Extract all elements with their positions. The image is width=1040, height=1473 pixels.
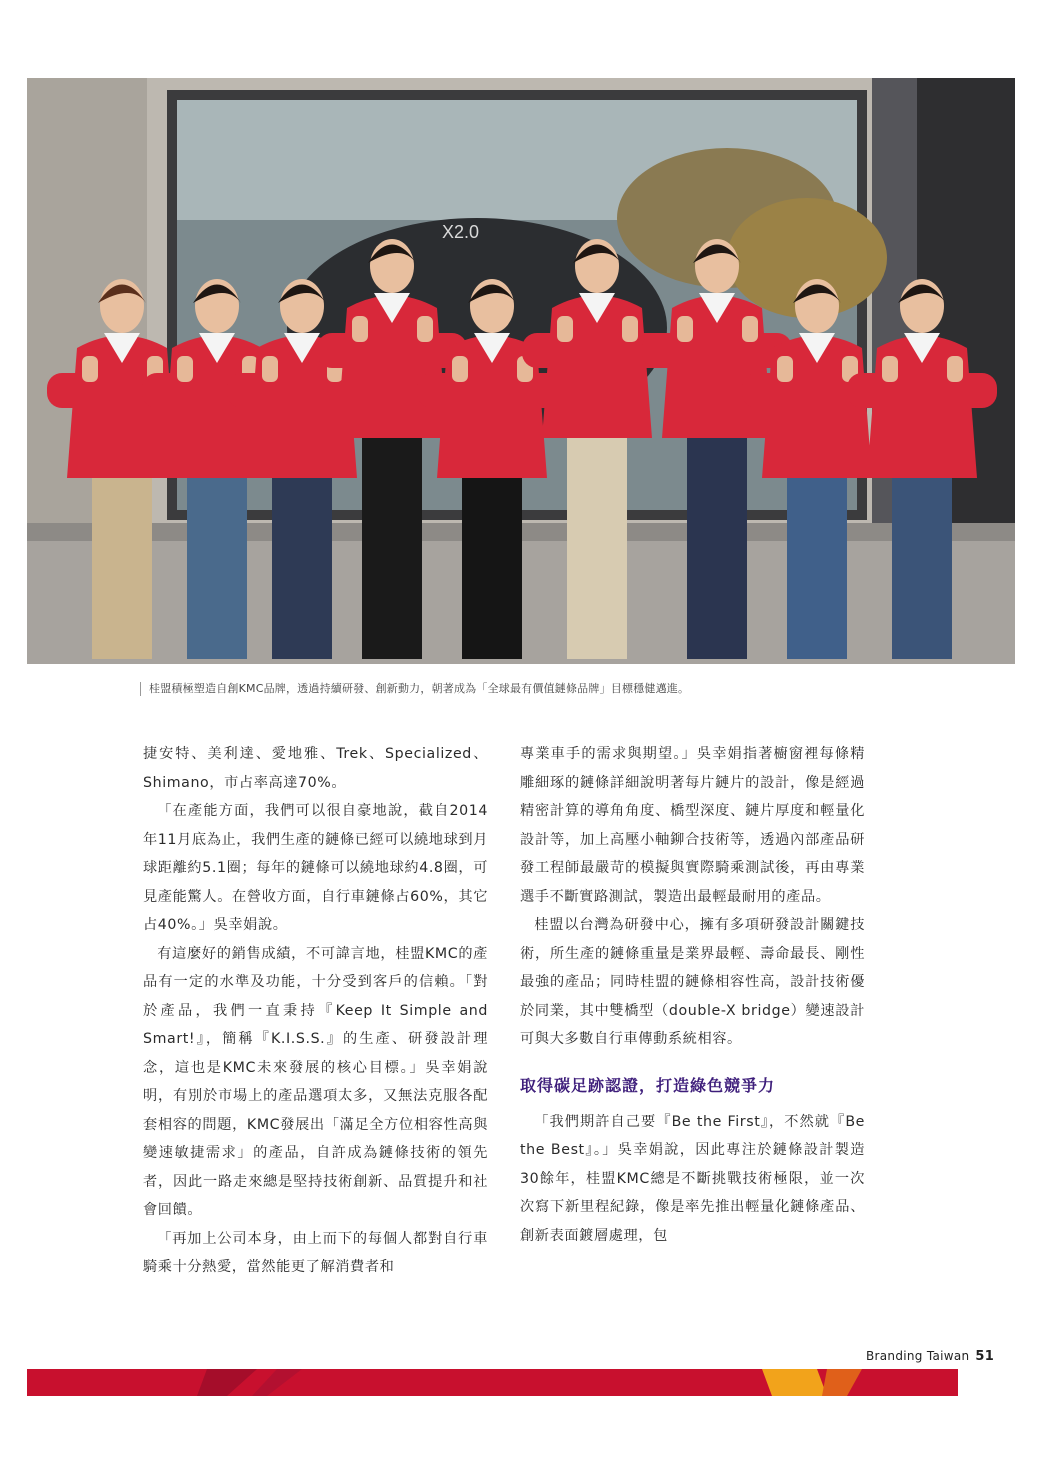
article-paragraph: 「在產能方面，我們可以很自豪地說，截自2014年11月底為止，我們生產的鏈條已經可以繞地球到月球距離約5.1圈；每年的鏈條可以繞地球約4.8圈，可見產能驚人。在營收方面，自行車鏈條占60%，其它占40%。」吳幸娟說。 [143,803,488,933]
article-paragraph: 捷安特、美利達、愛地雅、Trek、Specialized、Shimano，市占率高達70%。 [143,746,488,791]
photo-caption: 桂盟積極塑造自創KMC品牌，透過持續研發、創新動力，朝著成為「全球最有價值鏈條品牌」目標穩健邁進。 [140,682,909,696]
article-column-left [143,740,488,1282]
article-paragraph: 有這麼好的銷售成績，不可諱言地，桂盟KMC的產品有一定的水準及功能，十分受到客戶的信賴。「對於產品，我們一直秉持『Keep It Simple and Smart!』，簡稱『K.I.S.S.』的生產、研發設計理念，這也是KMC未來發展的核心目標。」吳幸娟說明，有別於市場上的產品選項太多，又無法克服各配套相容的問題，KMC發展出「滿足全方位相容性高與變速敏捷需求」的產品，自許成為鏈條技術的領先者，因此一路走來總是堅持技術創新、品質提升和社會回饋。 [143,945,488,1218]
page-number: 51 [975,1349,995,1364]
right-paragraphs-before [520,740,865,1054]
section-heading: 取得碳足跡認證，打造綠色競爭力 [520,1075,776,1095]
right-paragraphs-after [520,1108,865,1251]
footer-color-bar [27,1369,958,1396]
page-footer [866,1349,994,1364]
article-paragraph: 「再加上公司本身，由上而下的每個人都對自行車騎乘十分熱愛，當然能更了解消費者和 [143,1230,488,1275]
article-paragraph: 桂盟以台灣為研發中心，擁有多項研發設計關鍵技術，所生產的鏈條重量是業界最輕、壽命最長、剛性最強的產品；同時桂盟的鏈條相容性高，設計技術優於同業，其中雙橋型（double-X bridge）變速設計可與大多數自行車傳動系統相容。 [520,917,865,1047]
magazine-name: Branding Taiwan [866,1349,970,1363]
team-photo [27,78,1015,664]
article-column-right [520,740,865,1250]
display-sign: X2.0 [442,222,480,242]
team-photo-illustration [27,78,1015,664]
article-paragraph: 「我們期許自己要『Be the First』，不然就『Be the Best』。」吳幸娟說，因此專注於鏈條設計製造30餘年，桂盟KMC總是不斷挑戰技術極限，並一次次寫下新里程紀錄，像是率先推出輕量化鏈條產品、創新表面鍍層處理，包 [520,1113,865,1244]
article-paragraph: 專業車手的需求與期望。」吳幸娟指著櫥窗裡每條精雕細琢的鏈條詳細說明著每片鏈片的設計，像是經過精密計算的導角角度、橋型深度、鏈片厚度和輕量化設計等，加上高壓小軸鉚合技術等，透過內部產品研發工程師最嚴苛的模擬與實際騎乘測試後，再由專業選手不斷實路測試，製造出最輕最耐用的產品。 [520,746,865,905]
